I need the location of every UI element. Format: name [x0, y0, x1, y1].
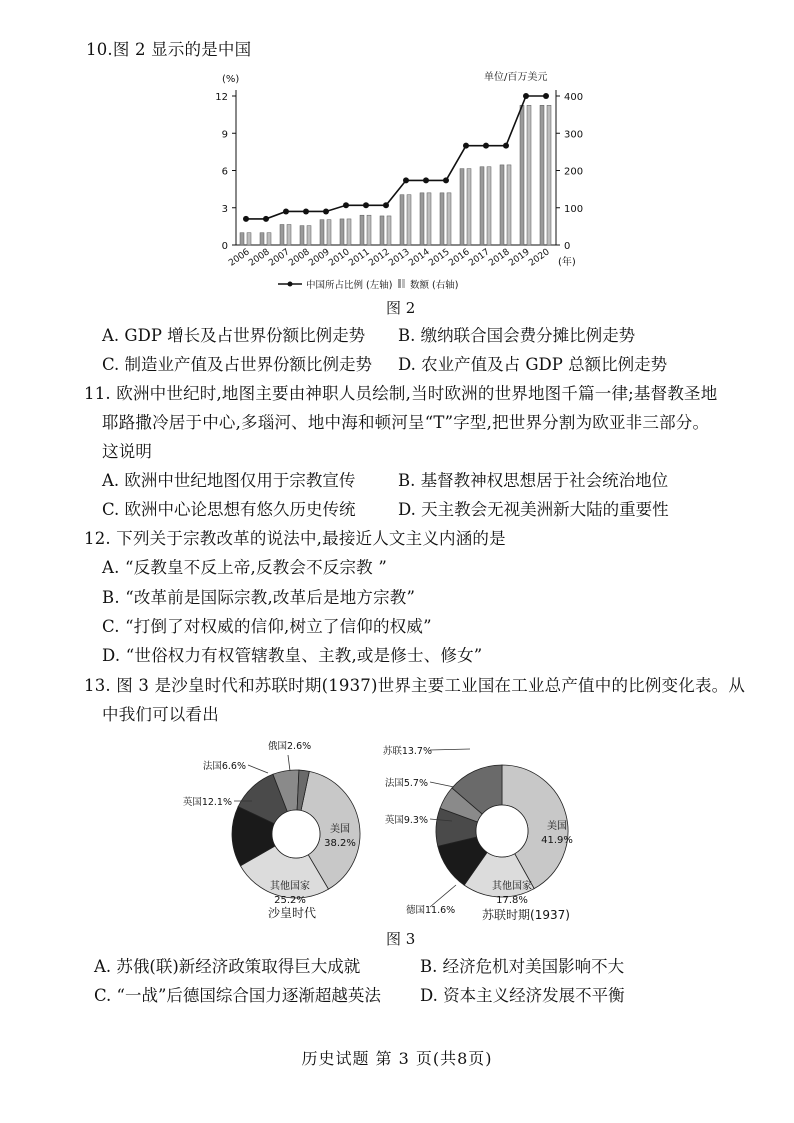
leader-line — [248, 765, 268, 773]
share-point — [283, 208, 289, 214]
x-tick-label: 2008 — [287, 247, 312, 269]
x-tick-label: 2018 — [487, 247, 512, 269]
slice-label: 法国5.7% — [384, 778, 428, 789]
share-point — [523, 93, 529, 99]
bar-left — [340, 219, 344, 245]
bar-right — [447, 193, 451, 245]
donut-hole — [272, 810, 320, 858]
q11-option-d: D. 天主教会无视美洲新大陆的重要性 — [398, 500, 669, 519]
slice-label: 美国 — [330, 824, 350, 835]
slice-value: 17.8% — [496, 895, 528, 906]
share-point — [363, 202, 369, 208]
slice-value: 41.9% — [541, 835, 573, 846]
x-tick-label: 2020 — [527, 247, 552, 269]
q13-line-2: 中我们可以看出 — [102, 705, 219, 724]
share-point — [543, 93, 549, 99]
slice-label: 苏联13.7% — [382, 746, 432, 757]
leader-line — [430, 885, 456, 907]
right-tick-label: 100 — [564, 203, 584, 215]
share-point — [303, 208, 309, 214]
figure3-caption: 图 3 — [386, 930, 416, 948]
q13-option-b: B. 经济危机对美国影响不大 — [420, 957, 625, 976]
q12-option-b: B. “改革前是国际宗教,改革后是地方宗教” — [102, 588, 416, 607]
q13-option-c: C. “一战”后德国综合国力逐渐超越英法 — [94, 986, 381, 1005]
bar-right — [507, 165, 511, 245]
bar-left — [440, 193, 444, 245]
share-point — [323, 208, 329, 214]
legend-line-marker — [288, 282, 293, 287]
bar-right — [367, 215, 371, 245]
legend-bar-label: 数额 (右轴) — [410, 280, 459, 291]
right-tick-label: 400 — [564, 92, 584, 103]
q12-option-a: A. “反教皇不反上帝,反教会不反宗教 ” — [102, 558, 387, 577]
legend-bar-swatch — [402, 279, 405, 288]
q12-stem: 12. 下列关于宗教改革的说法中,最接近人文主义内涵的是 — [84, 529, 506, 548]
bar-left — [480, 167, 484, 245]
bar-left — [240, 233, 244, 245]
bar-left — [380, 216, 384, 245]
x-tick-label: 2016 — [447, 247, 472, 269]
share-point — [503, 143, 509, 149]
page-footer: 历史试题 第 3 页(共8页) — [301, 1049, 493, 1068]
q10-option-c: C. 制造业产值及占世界份额比例走势 — [102, 355, 373, 374]
share-point — [443, 177, 449, 183]
x-tick-label: 2011 — [347, 247, 372, 269]
bar-left — [460, 169, 464, 245]
q13-option-a: A. 苏俄(联)新经济政策取得巨大成就 — [94, 957, 361, 976]
q11-line-3: 这说明 — [102, 442, 153, 461]
bar-right — [307, 226, 311, 245]
legend-bar-swatch — [398, 279, 401, 288]
slice-label: 德国11.6% — [406, 905, 456, 916]
x-tick-label: 2019 — [507, 247, 532, 269]
bar-left — [320, 220, 324, 245]
q12-option-d: D. “世俗权力有权管辖教皇、主教,或是修士、修女” — [102, 646, 483, 665]
q11-option-a: A. 欧洲中世纪地图仅用于宗教宣传 — [102, 471, 356, 490]
right-axis-label: 单位/百万美元 — [484, 72, 548, 83]
share-point — [423, 177, 429, 183]
left-tick-label: 0 — [221, 241, 228, 252]
x-tick-label: 2009 — [307, 247, 332, 269]
bar-left — [280, 225, 284, 245]
share-point — [343, 202, 349, 208]
q12-option-c: C. “打倒了对权威的信仰,树立了信仰的权威” — [102, 617, 432, 636]
right-tick-label: 300 — [564, 129, 584, 141]
bar-right — [267, 233, 271, 245]
q11-line-2: 耶路撒冷居于中心,多瑙河、地中海和顿河呈“T”字型,把世界分割为欧亚非三部分。 — [102, 413, 710, 432]
bar-right — [407, 195, 411, 245]
bar-left — [260, 233, 264, 245]
leader-line — [430, 782, 454, 787]
legend-line-label: 中国所占比例 (左轴) — [306, 280, 393, 291]
donut-title: 沙皇时代 — [267, 906, 317, 920]
share-point — [383, 202, 389, 208]
q13-line-1: 13. 图 3 是沙皇时代和苏联时期(1937)世界主要工业国在工业总产值中的比例变化表。从 — [84, 676, 746, 695]
donut-hole — [476, 805, 528, 857]
bar-left — [500, 165, 504, 245]
share-point — [243, 216, 249, 222]
x-tick-label: 2008 — [247, 247, 272, 269]
bar-left — [540, 105, 544, 245]
q11-option-b: B. 基督教神权思想居于社会统治地位 — [398, 471, 669, 490]
x-tick-label: 2012 — [367, 247, 392, 269]
donut-title: 苏联时期(1937) — [482, 908, 570, 922]
x-tick-label: 2007 — [267, 247, 292, 269]
slice-label: 英国12.1% — [182, 797, 232, 808]
bar-right — [287, 225, 291, 245]
q10-option-b: B. 缴纳联合国会费分摊比例走势 — [398, 326, 636, 345]
bar-right — [487, 167, 491, 245]
q10-option-a: A. GDP 增长及占世界份额比例走势 — [102, 326, 366, 345]
bar-left — [400, 195, 404, 245]
left-tick-label: 9 — [221, 129, 228, 141]
share-point — [403, 177, 409, 183]
slice-label: 英国9.3% — [384, 815, 428, 826]
bar-left — [360, 215, 364, 245]
bar-left — [520, 105, 524, 245]
q11-option-c: C. 欧洲中心论思想有悠久历史传统 — [102, 500, 356, 519]
bar-right — [387, 216, 391, 245]
bar-right — [427, 193, 431, 245]
bar-left — [420, 193, 424, 245]
x-axis-unit: (年) — [558, 257, 576, 268]
x-tick-label: 2006 — [227, 247, 252, 269]
left-tick-label: 12 — [215, 92, 228, 103]
bar-right — [247, 233, 251, 245]
slice-value: 25.2% — [274, 895, 306, 906]
bar-right — [467, 169, 471, 245]
leader-line — [288, 755, 290, 771]
right-tick-label: 200 — [564, 166, 584, 178]
right-tick-label: 0 — [564, 241, 571, 252]
x-tick-label: 2015 — [427, 247, 452, 269]
q11-line-1: 11. 欧洲中世纪时,地图主要由神职人员绘制,当时欧洲的世界地图千篇一律;基督教圣地 — [84, 384, 718, 403]
bar-left — [300, 226, 304, 245]
q10-option-d: D. 农业产值及占 GDP 总额比例走势 — [398, 355, 668, 374]
leader-line — [430, 749, 470, 750]
slice-label: 其他国家 — [492, 881, 532, 892]
share-point — [463, 143, 469, 149]
slice-label: 其他国家 — [270, 881, 310, 892]
left-axis-label: (%) — [222, 74, 240, 85]
left-tick-label: 6 — [221, 166, 228, 178]
x-tick-label: 2013 — [387, 247, 412, 269]
slice-value: 38.2% — [324, 838, 356, 849]
slice-label: 俄国2.6% — [268, 741, 312, 752]
x-tick-label: 2014 — [407, 247, 432, 269]
bar-right — [327, 220, 331, 245]
x-tick-label: 2010 — [327, 247, 352, 269]
slice-label: 美国 — [547, 821, 567, 832]
bar-right — [347, 219, 351, 245]
figure2-caption: 图 2 — [386, 299, 416, 317]
bar-right — [547, 105, 551, 245]
bar-right — [527, 105, 531, 245]
share-point — [483, 143, 489, 149]
q10-stem: 10.图 2 显示的是中国 — [86, 40, 252, 59]
figure2-chart — [0, 0, 794, 300]
q13-option-d: D. 资本主义经济发展不平衡 — [420, 986, 625, 1005]
x-tick-label: 2017 — [467, 247, 492, 269]
left-tick-label: 3 — [221, 203, 228, 215]
slice-label: 法国6.6% — [202, 761, 246, 772]
share-point — [263, 216, 269, 222]
